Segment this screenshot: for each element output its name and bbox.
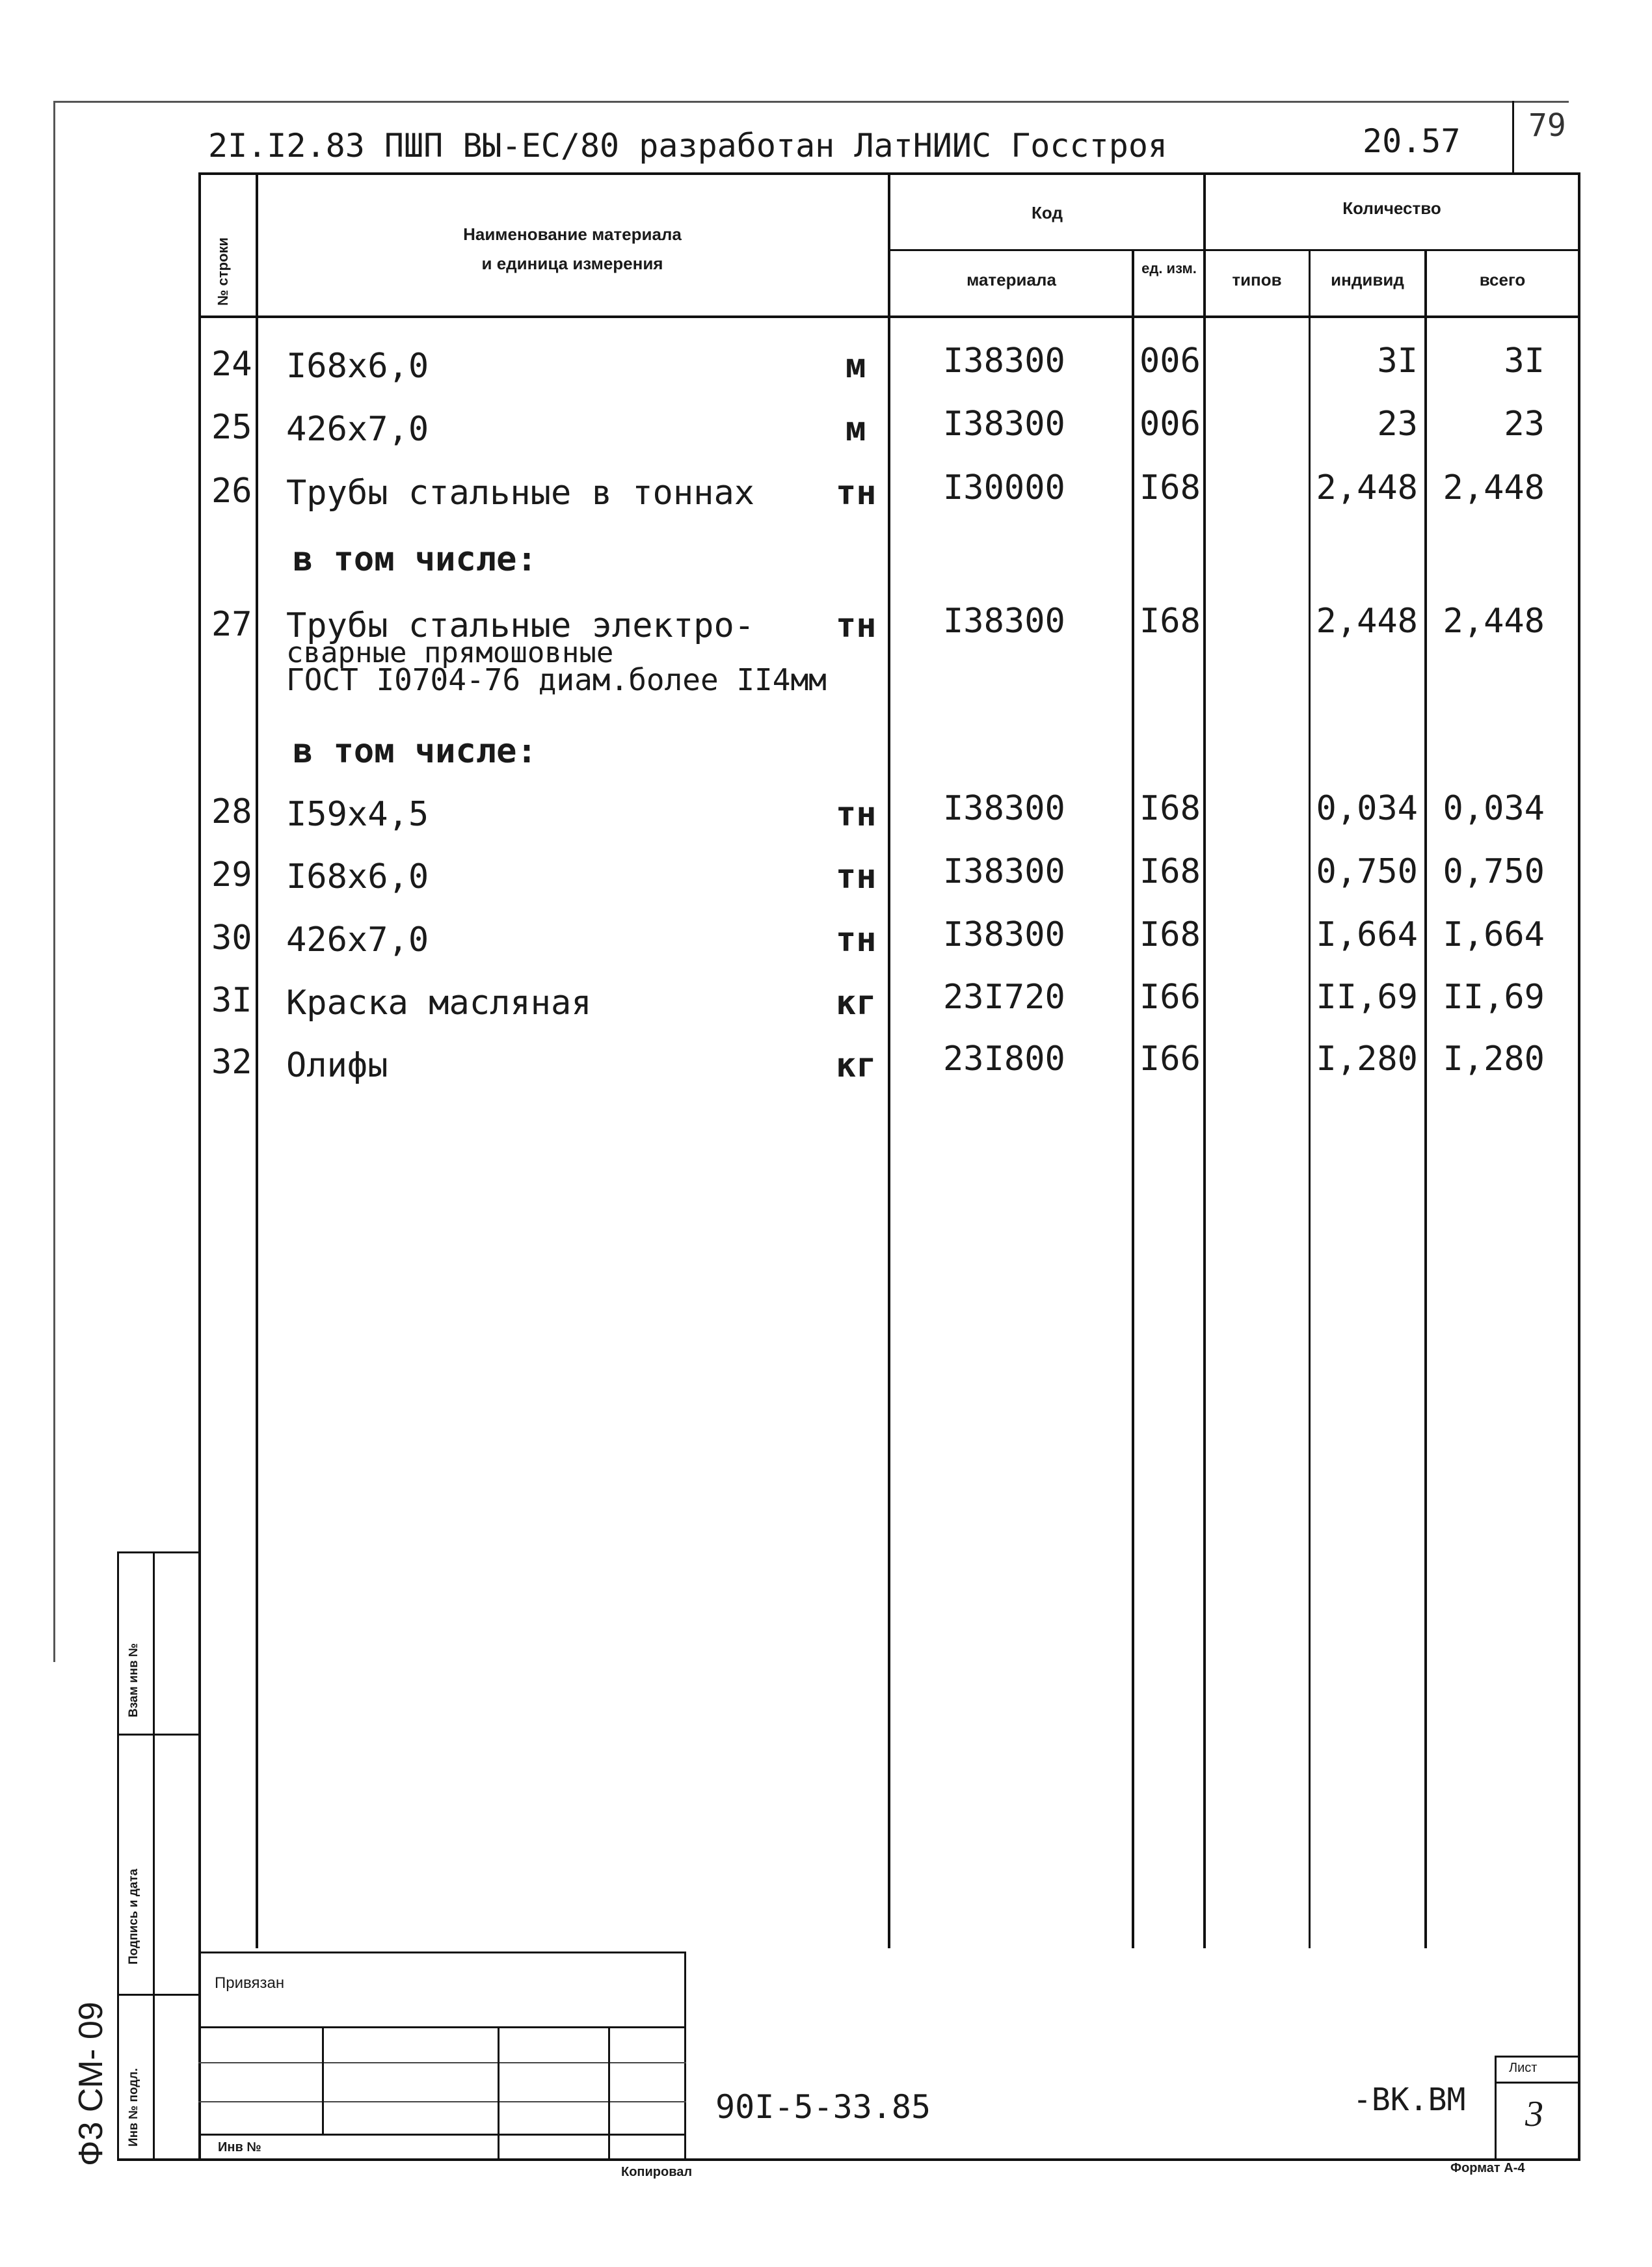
document-title: 2I.I2.83 ПШП ВЫ-ЕС/80 разработан ЛатНИИС Госстроя (208, 127, 1168, 165)
row-material-code: I38300 (943, 789, 1065, 828)
row-no: 3I (211, 981, 252, 1020)
row-total: 2,448 (1443, 468, 1545, 507)
copied-label: Копировал (621, 2165, 693, 2179)
row-name: I68х6,0 (286, 347, 429, 386)
row-name: I59х4,5 (286, 795, 429, 834)
stamp-right-line (684, 1952, 686, 2160)
row-individual: 2,448 (1316, 468, 1418, 507)
col-line-row-no (256, 172, 258, 1948)
row-total: 0,750 (1443, 852, 1545, 891)
side-column-left-line (117, 1551, 119, 2160)
side-column-mid-line (153, 1551, 155, 2160)
header-bottom-line (198, 315, 1580, 318)
col-line-individual (1424, 250, 1427, 1948)
row-name-line2: сварные прямошовные (286, 636, 614, 669)
row-total: I,664 (1443, 915, 1545, 954)
row-individual: 3I (1377, 342, 1418, 381)
side-column-divider-1 (117, 1734, 200, 1736)
row-total: 23 (1504, 405, 1545, 444)
stamp-doc-code: 90I-5-33.85 (715, 2088, 931, 2126)
document-code: 20.57 (1363, 122, 1461, 160)
row-unit-code: I68 (1139, 915, 1201, 954)
row-subheading: в том числе: (293, 540, 537, 579)
row-unit-code: I66 (1139, 978, 1201, 1017)
stamp-vline-1 (322, 2026, 324, 2134)
row-individual: 0,034 (1316, 789, 1418, 828)
header-code-unit: ед. изм. (1141, 260, 1197, 276)
header-code-material: материала (966, 270, 1056, 289)
header-qty-total: всего (1479, 270, 1526, 289)
sheet-number: 3 (1525, 2094, 1543, 2134)
row-individual: 23 (1377, 405, 1418, 444)
row-name-line3: ГОСТ I0704-76 диам.более II4мм (286, 662, 827, 697)
stamp-top-line (198, 1952, 686, 1953)
row-unit: кг (836, 1046, 877, 1085)
row-name: Олифы (286, 1046, 388, 1085)
row-unit: тн (836, 920, 877, 959)
stamp-inv-label: Инв № (218, 2140, 261, 2154)
sheet-label: Лист (1509, 2061, 1538, 2075)
row-no: 25 (211, 408, 252, 447)
col-line-unit (1203, 172, 1206, 1948)
row-material-code: I38300 (943, 852, 1065, 891)
header-qty-individual: индивид (1331, 270, 1404, 289)
row-total: II,69 (1443, 978, 1545, 1017)
sheet-box-left-line (1495, 2056, 1497, 2160)
stamp-line-2 (198, 2026, 686, 2028)
stamp-vline-3 (608, 2026, 610, 2160)
row-unit-code: I68 (1139, 602, 1201, 641)
header-name-line2: и единица измерения (481, 254, 663, 273)
row-unit-code: 006 (1139, 405, 1201, 444)
row-unit: тн (836, 795, 877, 834)
side-label-fz: Ф3 СМ- 09 (72, 2002, 110, 2166)
row-unit: кг (836, 984, 877, 1023)
stamp-line-5 (198, 2134, 686, 2136)
row-name: Трубы стальные электро- (286, 606, 755, 645)
row-unit-code: 006 (1139, 342, 1201, 381)
row-individual: I,664 (1316, 915, 1418, 954)
side-label-sign-date: Подпись и дата (127, 1868, 140, 1965)
header-row-no: № строки (215, 237, 231, 306)
row-no: 28 (211, 792, 252, 831)
row-unit: тн (836, 474, 877, 513)
row-no: 32 (211, 1043, 252, 1082)
frame-left-line (198, 172, 201, 2160)
row-no: 26 (211, 472, 252, 511)
row-total: I,280 (1443, 1040, 1545, 1079)
stamp-line-4 (198, 2101, 686, 2102)
stamp-vline-2 (498, 2026, 500, 2160)
row-name: 426х7,0 (286, 920, 429, 959)
header-name-line1: Наименование материала (463, 224, 682, 244)
row-total: 3I (1504, 342, 1545, 381)
row-material-code: I38300 (943, 405, 1065, 444)
row-individual: 2,448 (1316, 602, 1418, 641)
row-no: 29 (211, 855, 252, 894)
row-total: 2,448 (1443, 602, 1545, 641)
page-number: 79 (1528, 107, 1566, 144)
row-name: Краска масляная (286, 984, 592, 1023)
row-no: 30 (211, 919, 252, 958)
row-material-code: I38300 (943, 342, 1065, 381)
row-unit-code: I68 (1139, 468, 1201, 507)
side-column-top-line (117, 1551, 200, 1553)
row-material-code: 23I720 (943, 978, 1065, 1017)
stamp-doc-suffix: -ВК.ВМ (1353, 2082, 1466, 2118)
side-label-vzam-inv: Взам инв № (127, 1643, 140, 1717)
stamp-line-3 (198, 2062, 686, 2063)
side-label-inv-orig: Инв № подл. (127, 2068, 140, 2147)
row-unit-code: I68 (1139, 852, 1201, 891)
sheet-box-top-line (1495, 2056, 1580, 2058)
col-line-material (1132, 250, 1134, 1948)
row-individual: I,280 (1316, 1040, 1418, 1079)
row-total: 0,034 (1443, 789, 1545, 828)
stamp-bound-label: Привязан (215, 1974, 285, 1992)
header-qty-typical: типов (1232, 270, 1282, 289)
format-label: Формат А-4 (1450, 2161, 1525, 2175)
row-unit: м (846, 410, 866, 449)
side-column-divider-2 (117, 1994, 200, 1996)
header-mid-line (888, 249, 1580, 251)
frame-right-line (1578, 172, 1580, 2160)
row-individual: II,69 (1316, 978, 1418, 1017)
row-material-code: I38300 (943, 915, 1065, 954)
row-no: 24 (211, 345, 252, 384)
header-quantity: Количество (1342, 198, 1441, 218)
row-name: Трубы стальные в тоннах (286, 474, 755, 513)
frame-bottom-line (117, 2158, 1580, 2161)
row-individual: 0,750 (1316, 852, 1418, 891)
row-material-code: I38300 (943, 602, 1065, 641)
row-material-code: I30000 (943, 468, 1065, 507)
page-number-box-line (1512, 101, 1514, 174)
outer-left-margin-line (53, 101, 55, 1662)
row-unit: тн (836, 606, 877, 645)
outer-top-margin-line (53, 101, 1569, 103)
row-unit: м (846, 347, 866, 386)
row-name: I68х6,0 (286, 857, 429, 896)
sheet-box-mid-line (1495, 2082, 1580, 2084)
row-name: 426х7,0 (286, 410, 429, 449)
row-subheading: в том числе: (293, 732, 537, 771)
row-no: 27 (211, 605, 252, 644)
row-unit: тн (836, 857, 877, 896)
row-unit-code: I68 (1139, 789, 1201, 828)
row-material-code: 23I800 (943, 1040, 1065, 1079)
row-unit-code: I66 (1139, 1040, 1201, 1079)
col-line-name (888, 172, 890, 1948)
header-code: Код (1032, 203, 1063, 222)
